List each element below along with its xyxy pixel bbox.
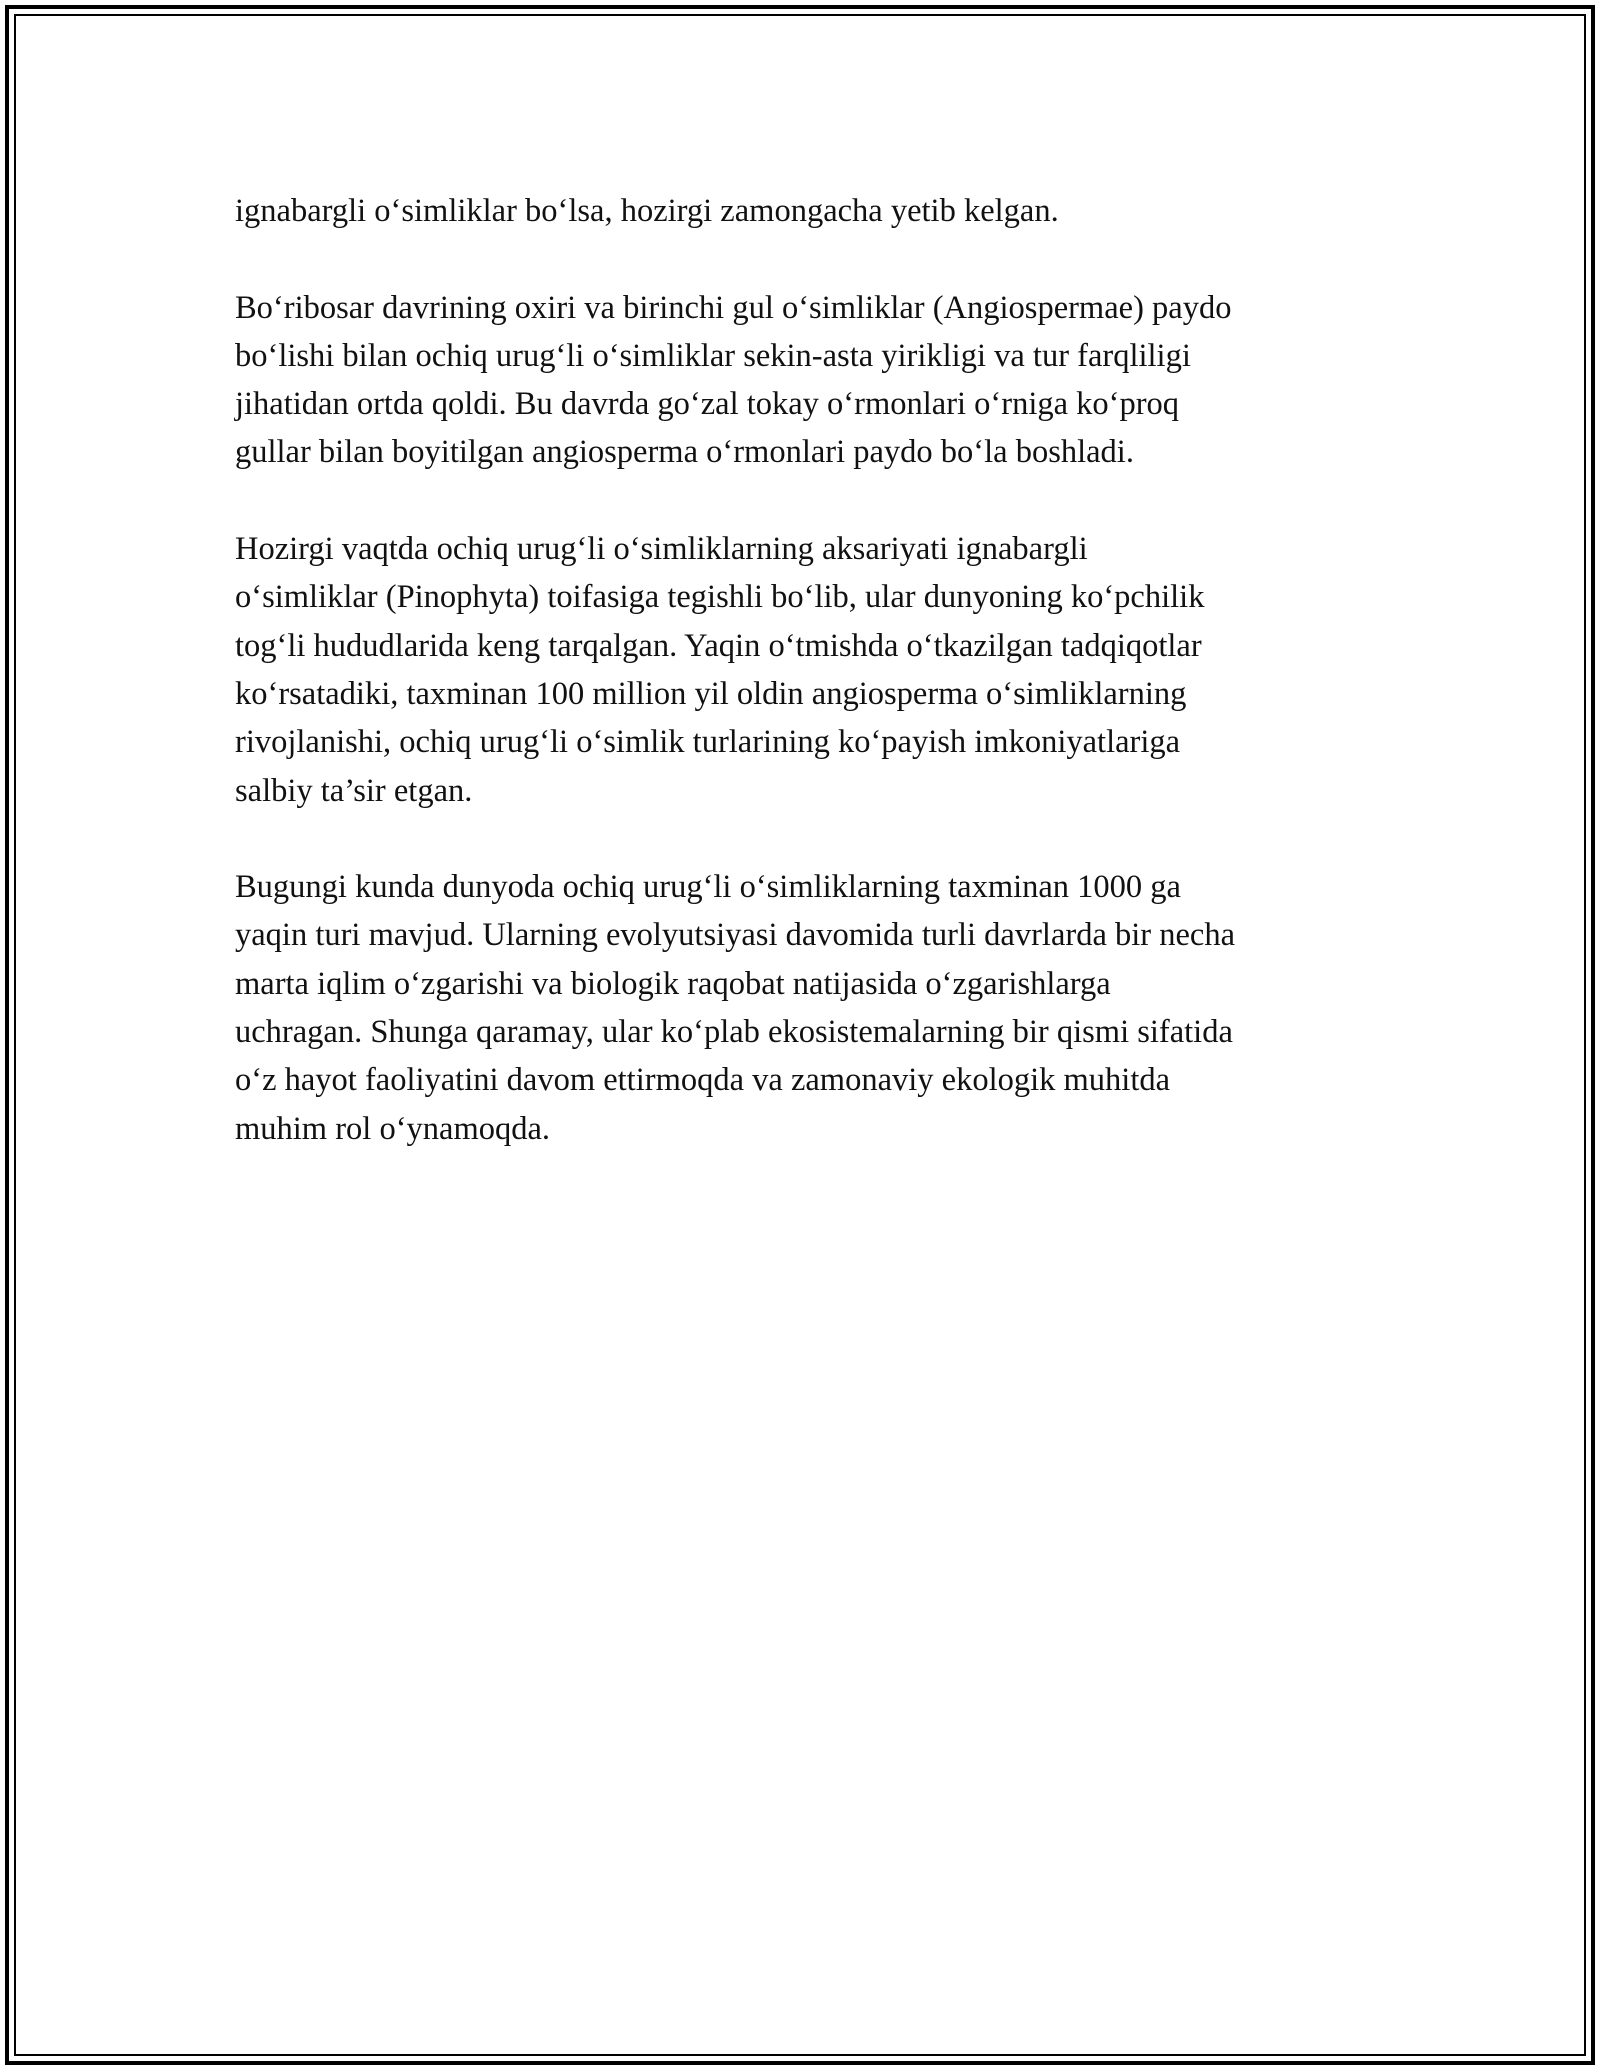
- text-line: marta iqlim o‘zgarishi va biologik raqobat natijasida o‘zgarishlarga: [235, 965, 1111, 1002]
- text-line: rivojlanishi, ochiq urug‘li o‘simlik turlarining ko‘payish imkoniyatlariga: [235, 724, 1181, 761]
- text-line: muhim rol o‘ynamoqda.: [235, 1110, 551, 1147]
- text-line: Bo‘ribosar davrining oxiri va birinchi gul o‘simliklar (Angiospermae) paydo: [235, 289, 1232, 326]
- text-line: ignabargli o‘simliklar bo‘lsa, hozirgi zamongacha yetib kelgan.: [235, 193, 1059, 229]
- paragraph-1: [235, 187, 1385, 235]
- paragraph-4: [235, 863, 1385, 1153]
- paragraph-2: [235, 284, 1385, 477]
- text-line: yaqin turi mavjud. Ularning evolyutsiyasi davomida turli davrlarda bir necha: [235, 917, 1236, 954]
- text-line: Hozirgi vaqtda ochiq urug‘li o‘simliklarning aksariyati ignabargli: [235, 531, 1088, 568]
- text-line: jihatidan ortda qoldi. Bu davrda go‘zal tokay o‘rmonlari o‘rniga ko‘proq: [235, 386, 1180, 423]
- text-line: Bugungi kunda dunyoda ochiq urug‘li o‘simliklarning taxminan 1000 ga: [235, 869, 1181, 906]
- text-line: gullar bilan boyitilgan angiosperma o‘rmonlari paydo bo‘la boshladi.: [235, 434, 1134, 471]
- text-line: tog‘li hududlarida keng tarqalgan. Yaqin o‘tmishda o‘tkazilgan tadqiqotlar: [235, 627, 1202, 664]
- text-line: o‘z hayot faoliyatini davom ettirmoqda va zamonaviy ekologik muhitda: [235, 1062, 1171, 1099]
- text-line: uchragan. Shunga qaramay, ular ko‘plab ekosistemalarning bir qismi sifatida: [235, 1014, 1233, 1051]
- text-line: ko‘rsatadiki, taxminan 100 million yil oldin angiosperma o‘simliklarning: [235, 675, 1187, 712]
- paragraph-3: [235, 525, 1385, 815]
- text-line: bo‘lishi bilan ochiq urug‘li o‘simliklar sekin-asta yirikligi va tur farqliligi: [235, 337, 1191, 374]
- document-body: [235, 187, 1385, 1201]
- text-line: salbiy ta’sir etgan.: [235, 772, 473, 809]
- text-line: o‘simliklar (Pinophyta) toifasiga tegishli bo‘lib, ular dunyoning ko‘pchilik: [235, 579, 1205, 616]
